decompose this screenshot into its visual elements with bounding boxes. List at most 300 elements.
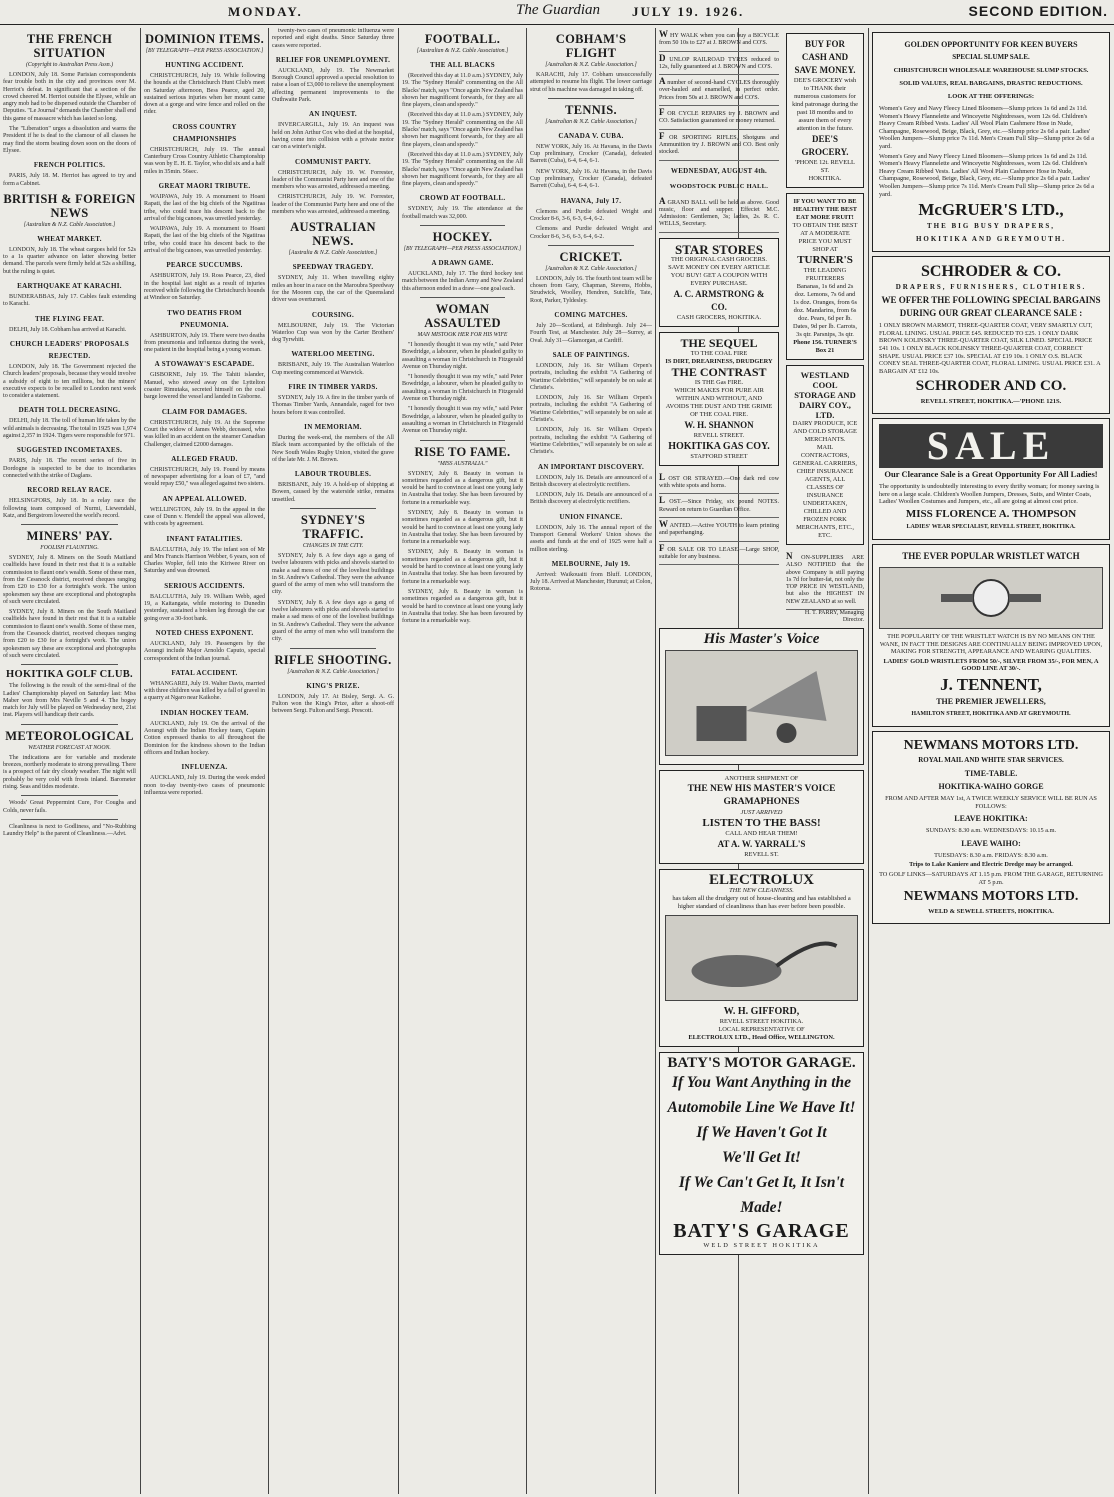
ad-heading: WEDNESDAY, AUGUST 4th.: [670, 166, 768, 175]
article-text: INVERCARGILL, July 19. An inquest was held on John Arthur Cox who died at the hospital, having come into collision with a private motor car on a winter's night.: [272, 122, 394, 151]
headline: RISE TO FAME.: [414, 444, 511, 459]
headline: HOCKEY.: [432, 230, 493, 245]
ad-list: 1 ONLY BROWN MARMOT, THREE-QUARTER COAT, VERY SMARTLY CUT, FLORAL LINING. USUAL PRICE £45. REDUCED TO £25. 1 ONLY DARK BROWN KOLINSKY THREE-QUARTER COAT, SILK LINED. SPECIAL PRICE £41 10s. 1 ONLY BLACK KOLINSKY THREE-QUARTER COAT, CORRECT SHAPE. USUAL PRICE £37 10s. SPECIAL AT £19 10s. 1 ONLY O.S. BLACK CONEY SEAL THREE-QUARTER COAT, FLORAL LINING. USUAL PRICE £31. A BARGAIN AT £12 10s.: [879, 322, 1101, 375]
ad-name: J. TENNENT,: [940, 675, 1042, 695]
article-text: (Received this day at 11.0 a.m.) SYDNEY, July 19. The "Sydney Herald" commenting on the All Blacks' match, says "Once again New Zealand has shown her magnificent forwards, for they are all fine players, clean and speedy.": [402, 112, 523, 148]
wristwatch-icon: [880, 568, 1102, 628]
gramophone-icon: [666, 651, 857, 755]
classifieds: [659, 28, 779, 565]
article-text: SYDNEY, July 8. Miners on the South Maitland coalfields have found in their rest that it is a suitable commission to flaunt one's wealth. Some of these men, from the Cessnock district, received cheques ranging from £20 to £30 for a fortnight's work. The union spokesmen say these are exceptional and photographs of such were circulated.: [3, 609, 136, 659]
article-text: LONDON, July 16. Details are announced of a British discovery at electrolytic rectifiers.: [530, 492, 652, 506]
article-text: LONDON, July 16. Sir William Orpen's portraits, including the exhibit "A Gathering of Wartime Celebrities," will separately be on sale at Christie's.: [530, 362, 652, 391]
headline: SALE OF PAINTINGS.: [552, 350, 630, 359]
column-rule: [140, 28, 141, 1494]
divider: [548, 245, 634, 246]
ad-address: WELD & SEWELL STREETS, HOKITIKA.: [928, 908, 1054, 916]
ad-title: WESTLAND COOL STORAGE AND DAIRY COY., LTD.: [794, 370, 856, 420]
ad-slogan: If We Can't Get It, It Isn't Made!: [678, 1173, 845, 1216]
ad-name: BATY'S GARAGE: [673, 1219, 850, 1242]
article-text: During the week-end, the members of the All Black team accompanied by the officials of the New South Wales Rugby Union, visited the grave of the late Mr. J. M. Brown.: [272, 434, 394, 463]
ad-address: CASH GROCERS, HOKITIKA.: [676, 313, 762, 321]
ad-text: DEE'S GROCERY wish to THANK their numerous customers for kind patronage during the past 18 months and to assure them of every attention in the future.: [792, 77, 858, 132]
headline: DEATH TOLL DECREASING.: [18, 406, 121, 415]
divider: [21, 795, 118, 796]
column-rule: [526, 28, 527, 1494]
ad-subtitle: CHRISTCHURCH WHOLESALE WAREHOUSE SLUMP STOCKS.: [893, 67, 1089, 74]
headline: CRICKET.: [559, 249, 623, 264]
article-text: AUCKLAND, July 19. Passengers by the Aorangi include Major Arnoldo Caputo, special correspondent of the Indian journal.: [144, 640, 265, 662]
article-text: Clemons and Purdie defeated Wright and Crocker 8-6, 3-6, 6-3, 6-4, 6-2.: [530, 226, 652, 240]
ad-text: MAIL CONTRACTORS, GENERAL CARRIERS, CHIEF INSURANCE AGENTS, ALL CLASSES OF INSURANCE UNDERTAKEN, CHILLED AND FROZEN FORK MERCHANTS, ETC., ETC.: [792, 444, 858, 539]
byline: [Australian & N.Z. Cable Association.]: [545, 265, 637, 272]
ad-text: FROM AND AFTER MAY 1st, A TWICE WEEKLY SERVICE WILL BE RUN AS FOLLOWS:: [885, 795, 1097, 810]
ad-heading: ANOTHER SHIPMENT OF: [724, 774, 799, 782]
divider: [21, 819, 118, 820]
subheadline: "MISS AUSTRALIA.": [437, 460, 488, 467]
advert-line: Cleanliness is next to Godliness, and "No-Rubbing Laundry Help" is the parent of Cleanliness.—Advt.: [3, 823, 136, 838]
ad-text: THE POPULARITY OF THE WRISTLET WATCH IS BY NO MEANS ON THE WANE, IN FACT THE DESIGNS ARE CONTINUALLY BEING IMPROVED UPON, MAKING FOR STRENGTH, APPEARANCE AND WEARING QUALITIES.: [879, 633, 1103, 656]
masthead-date: JULY 19. 1926.: [632, 4, 745, 19]
headline: HAVANA, July 17.: [560, 196, 622, 205]
article-text: LONDON, July 18. The Government rejected the Church leaders' proposals, because they would involve a subsidy of eight to ten millions, but the miners' executive expects to be recalled to London next week to consider a statement.: [3, 363, 136, 400]
batys-garage-ad: [659, 1052, 864, 1255]
ad-name: HOKITIKA GAS COY.: [668, 440, 770, 452]
ad-name: AT A. W. YARRALL'S: [717, 838, 806, 849]
column-rule: [868, 28, 869, 1494]
his-masters-voice-ad: [659, 628, 864, 765]
article-text: LONDON, July 16. The annual report of the Transport General Workers' Union shows the assets and funds at the end of 1925 were half a million sterling.: [530, 524, 652, 553]
ad-subtitle: THE NEW CLEANNESS.: [729, 886, 794, 894]
headline: RIFLE SHOOTING.: [274, 652, 392, 667]
ad-slogan: If We Haven't Got It: [696, 1123, 827, 1141]
ad-name: DEE'S GROCERY.: [801, 134, 849, 157]
headline: A DRAWN GAME.: [431, 259, 494, 268]
cash-grocery-ad: [786, 33, 864, 188]
ad-text: CALL AND HEAR THEM!: [725, 829, 798, 837]
article-text: "I honestly thought it was my wife," said Peter Bowdridge, a labourer, when he pleaded guilty to assaulting a woman in Christchurch in Fitzgerald Avenue on Thursday night.: [402, 374, 523, 403]
article-text: CHRISTCHURCH, July 19. W. Forrester, leader of the Communist Party here and one of the members who was arrested, addressed a meeting.: [272, 169, 394, 191]
article-text: CHRISTCHURCH, July 19. W. Forrester, leader of the Communist Party here and one of the members who was arrested, addressed a meeting.: [272, 194, 394, 216]
ad-name: McGRUER'S LTD.,: [918, 200, 1064, 220]
tennent-jeweller-ad: [872, 544, 1110, 727]
ad-text: TO GOLF LINKS—SATURDAYS AT 1.15 p.m. FROM THE GARAGE, RETURNING AT 5 p.m.: [879, 871, 1103, 886]
article-text: BALCLUTHA, July 19. The infant son of Mr and Mrs Francis Harrison Webber, 6 years, son of Charles Wopler, fell into the Kiriwee River on Saturday and was drowned.: [144, 546, 265, 575]
headline: INDIAN HOCKEY TEAM.: [160, 708, 249, 717]
ad-title: SALE: [879, 424, 1103, 468]
headline: CLAIM FOR DAMAGES.: [161, 407, 248, 416]
ad-text: Trips to Lake Kaniere and Electric Dredge may be arranged.: [909, 861, 1073, 869]
ad-list: Women's Grey and Navy Fleecy Lined Bloomers—Slump prices 1s 6d and 2s 11d. Women's Heavy Flannelette and Winceyette Nightdresses, worn 12s 6d. Children's Heavy Cream Ribbed Vests. Ladies' All Wool Plain Cashmere Hose in Nude, Champagne, Rosewood, Beige, Black, Grey, etc.—Slump price 2s 6d a pair. Ladies' Woollen Jumpers—Slump price 7s 11d. Men's Cream Full Slip—Slump price 2s 6d a yard.: [879, 152, 1094, 198]
headline: THE FRENCH SITUATION: [26, 32, 113, 60]
ad-text: has taken all the drudgery out of house-cleaning and has established a higher standard of cleanliness than has ever before been possible.: [672, 894, 851, 910]
article-text: CHRISTCHURCH, July 19. The annual Canterbury Cross Country Athletic Championship was won by E. H. E. Taylor, who did six and a half miles in 35min. 56sec.: [144, 146, 265, 175]
classified-ad: F OR CYCLE REPAIRS try J. BROWN and CO. Satisfaction guaranteed or money returned.: [659, 106, 779, 130]
ad-text: SAVE MONEY ON EVERY ARTICLE YOU BUY! GET A COUPON WITH EVERY PURCHASE.: [668, 263, 770, 287]
column-rule: [655, 28, 656, 1494]
headline: ALLEGED FRAUD.: [171, 454, 238, 463]
headline: FATAL ACCIDENT.: [171, 668, 238, 677]
article-text: NEW YORK, July 16. At Havana, in the Davis Cup preliminary, Crocker (Canada), defeated Barrett (Cuba), 6-4, 6-4, 6-1.: [530, 143, 652, 165]
ad-title: His Master's Voice: [703, 630, 820, 647]
headline: SERIOUS ACCIDENTS.: [164, 581, 245, 590]
ad-address: REVELL STREET, HOKITIKA.—'PHONE 121S.: [920, 398, 1062, 406]
column-6-adverts: [659, 28, 864, 1494]
headline: MINERS' PAY.: [26, 529, 113, 544]
article-text: BALCLUTHA, July 19. William Webb, aged 19, a Kaitangata, while motoring to Dunedin yesterday, sustained a broken leg through the car going over a 30-foot bank.: [144, 593, 265, 622]
column-rule: [268, 28, 269, 1494]
subheadline: FOOLISH FLAUNTING.: [40, 545, 99, 552]
ad-text: LADIES' GOLD WRISTLETS FROM 50/-, SILVER FROM 35/-, FOR MEN, A GOOD LINE AT 30/-.: [883, 657, 1099, 673]
article-text: SYDNEY, July 8. Miners on the South Maitland coalfields have found in their rest that it is a suitable commission to flaunt one's wealth. Some of these men, from the Cessnock district, received cheques ranging from £20 to £30 for a fortnight's work. The union spokesmen say these are exceptional and photographs of such were circulated.: [3, 555, 136, 605]
ad-title: GOLDEN OPPORTUNITY FOR KEEN BUYERS: [904, 40, 1078, 49]
headline: HOKITIKA GOLF CLUB.: [6, 669, 133, 681]
article-text: LONDON, July 18. The wheat cargoes held for 52s to a 1s quarter advance on latter showing better demand. The parcels were firmly held at 52s a shilling, but the ruling is quiet.: [3, 246, 136, 275]
byline: [BY TELEGRAPH—PER PRESS ASSOCIATION.]: [403, 246, 522, 253]
headline: CANADA V. CUBA.: [558, 131, 624, 140]
masthead-edition: SECOND EDITION.: [968, 3, 1108, 19]
classified-ad: A GRAND BALL will be held as above. Good music, floor and supper. Effeciet M.C. Admission: Gentlemen, 3s; ladies, 2s. R. C. WELLS, Secretary.: [659, 195, 779, 233]
ad-text: The opportunity is undoubtedly interesting to every thrifty woman; for money saving is here on a large scale. Children's Woollen Jumpers, Dresses, Suits, and Winter Coats, Ladies' Woollen Costumes and Jumpers, etc., all are going at almost cost price.: [879, 483, 1100, 506]
ad-title: THE EVER POPULAR WRISTLET WATCH: [902, 551, 1080, 562]
article-text: The "Liberation" urges a dissolution and warns the President if he is deaf to the clamour of all classes he may find the storm beating down soon on the doors of Elysee.: [3, 126, 136, 154]
gramophone-shipment-ad: [659, 770, 864, 864]
ad-name: TURNER'S: [797, 254, 853, 266]
ad-title: THE CONTRAST: [671, 364, 767, 379]
column-8-adverts: [872, 28, 1110, 1494]
watch-illustration: [879, 567, 1103, 629]
article-text: HELSINGFORS, July 18. In a relay race the following team composed of Nurmi, Liewendahl, Katz, and Bergstrom lowered the world's record.: [3, 498, 136, 519]
classified-ad: W ANTED.—Active YOUTH to learn printing and paperhanging.: [659, 518, 779, 542]
ad-slogan: We'll Get It!: [722, 1148, 801, 1166]
headline: TENNIS.: [565, 102, 617, 117]
article-text: WELLINGTON, July 19. In the appeal in the case of Dunn v. Hendell the appeal was allowed, with costs by agreement.: [144, 506, 265, 528]
ad-address: WELD STREET HOKITIKA: [703, 1241, 820, 1249]
masthead-paper-title: The Guardian: [516, 2, 601, 18]
schroder-ad: [872, 256, 1110, 414]
headline: BRITISH & FOREIGN NEWS: [3, 191, 136, 220]
headline: INFLUENZA.: [181, 763, 228, 772]
article-text: CHRISTCHURCH, July 19. At the Supreme Court the widow of James Webb, deceased, who was killed in an accident on the steamer Canadian Challenger, claimed £2000 damages.: [144, 419, 265, 448]
headline: GREAT MAORI TRIBUTE.: [158, 181, 251, 190]
column-rule: [398, 28, 399, 1494]
article-text: LONDON, July 17. At Bisley, Sergt. A. G. Fulton won the King's Prize, after a shoot-off between Sergt. Fulton and Sergt. Prescott.: [272, 693, 394, 715]
timetable-row: SUNDAYS: 8.30 a.m. WEDNESDAYS: 10.15 a.m.: [925, 827, 1057, 835]
ad-heading: Our Clearance Sale is a Great Opportunity For All Ladies!: [884, 469, 1098, 480]
ad-name: W. H. GIFFORD,: [723, 1005, 800, 1017]
divider: [548, 98, 634, 99]
headline: PEARCE SUCCUMBS.: [166, 261, 243, 270]
ad-title: THE NEW HIS MASTER'S VOICE GRAMAPHONES: [687, 783, 836, 807]
headline: COURSING.: [311, 310, 355, 319]
classified-ad: L OST.—Since Friday, six pound NOTES. Reward on return to Guardian Office.: [659, 494, 779, 518]
ad-price-list: Bananas, 1s 6d and 2s doz. Lemons, 7s 6d and 1s doz. Oranges, from 6s doz. Mandarins, from 6s doz. Pears, 6d per lb. Dates, 9d per lb. Carrots, 3s qtr. Parsnips, 3s qtr.: [792, 283, 858, 338]
ad-route: HOKITIKA-WAIHO GORGE: [938, 782, 1044, 792]
headline: AUSTRALIAN NEWS.: [290, 220, 376, 249]
ad-name: SCHRODER & CO.: [920, 263, 1061, 281]
divider: [420, 440, 505, 441]
headline: COMMUNIST PARTY.: [295, 157, 371, 166]
article-text: SYDNEY, July 8. A few days ago a gang of twelve labourers with picks and shovels started to make a sad mess of one of the loveliest buildings in St. Andrew's Cathedral. They were the advance guard of the army of men who will transform the city.: [272, 552, 394, 596]
article-text: "I honestly thought it was my wife," said Peter Bowdridge, a labourer, when he pleaded guilty to assaulting a woman in Christchurch in Fitzgerald Avenue on Thursday night.: [402, 341, 523, 370]
article-text: (Received this day at 11.0 a.m.) SYDNEY, July 19. The "Sydney Herald" commenting on the All Blacks' match, says "Once again New Zealand has shown her magnificent forwards, for they are all fine players, clean and speedy.": [402, 73, 523, 109]
article-text: WHANGAREI, July 19. Walter Davis, married with three children was killed by a fall of gravel in a quarry at Ngaro near Kaikohe.: [144, 680, 265, 702]
column-3: [272, 28, 394, 1494]
classified-ad: D UNLOP RAILROAD TYRES reduced to 12s, fully guaranteed at J. BROWN and CO'S.: [659, 52, 779, 76]
star-stores-ad: [659, 238, 779, 327]
article-text: SYDNEY, July 8. Beauty in woman is sometimes regarded as a dangerous gift, but it would be hard to convince at least one young lady in Australia that today. She has been favoured by fortune in a remarkable way.: [402, 470, 523, 506]
ad-address: HAMILTON STREET, HOKITIKA AND AT GREYMOUTH.: [911, 711, 1071, 718]
byline: [BY TELEGRAPH—PER PRESS ASSOCIATION.]: [145, 48, 264, 54]
article-text: MELBOURNE, July 19. The Victorian Waterloo Cup was won by the Carter Brothers' dog Tyrwhitt.: [272, 322, 394, 344]
clearance-sale-ad: [872, 418, 1110, 540]
headline: FOOTBALL.: [424, 32, 501, 46]
article-text: SYDNEY, July 8. Beauty in woman is sometimes regarded as a dangerous gift, but it would be hard to convince at least one young lady in Australia that today. She has been favoured by fortune in a remarkable way.: [402, 509, 523, 546]
article-text: SYDNEY, July 8. Beauty in woman is sometimes regarded as a dangerous gift, but it would be hard to convince at least one young lady in Australia that today. She has been favoured by fortune in a remarkable way.: [402, 588, 523, 625]
headline: SPEEDWAY TRAGEDY.: [292, 263, 374, 272]
ad-subheading: WOODSTOCK PUBLIC HALL.: [669, 182, 769, 190]
ad-address: LADIES' WEAR SPECIALIST, REVELL STREET, HOKITIKA.: [906, 524, 1076, 531]
ad-subtitle: DRAPERS, FURNISHERS, CLOTHIERS.: [895, 283, 1087, 292]
article-text: SYDNEY, July 19. A fire in the timber yards of Thomas Timber Yards, Annandale, raged for two hours before it was controlled.: [272, 395, 394, 416]
ad-title: ELECTROLUX: [708, 871, 815, 888]
subheadline: CHANGES IN THE CITY.: [302, 542, 364, 549]
article-text: WAIPAWA, July 19. A monument to Hoani Rapati, the last of the big chiefs of the Ngatiiraa tribe, who could trace his descent back to the arrival of the big canoes, was unveiled yesterday.: [144, 193, 265, 222]
article-text: PARIS, July 18. The recent series of five in Dordogne is suspected to be due to incendiaries connected with the strike of Daglans.: [3, 458, 136, 479]
article-text: BRISBANE, July 19. A hold-up of shipping at Bowen, caused by the waterside strike, remains unsettled.: [272, 482, 394, 503]
ad-name: W. H. SHANNON: [684, 419, 754, 430]
article-text: LONDON, July 16. Details are announced of a British discovery at electrolytic rectifiers.: [530, 474, 652, 488]
article-text: Arrived: Waikouaiti from Bluff. LONDON, July 18. Arrived at Manchester, Hurunui; at Colon, Rotorua.: [530, 571, 652, 593]
ad-title: THE SEQUEL: [680, 335, 758, 350]
headline: COMING MATCHES.: [554, 311, 628, 320]
classified-ad: A number of second-hand CYCLES thoroughly over-hauled and enamelled, in perfect order. Prices from 50s at J. BROWN and CO'S.: [659, 75, 779, 106]
byline: [Australian & N.Z. Cable Association.]: [287, 668, 379, 675]
headline: A STOWAWAY'S ESCAPADE.: [154, 360, 255, 369]
headline: MELBOURNE, July 19.: [551, 559, 631, 568]
ad-heading: IF YOU WANT TO BE HEALTHY THE BEST EAT MORE FRUIT!: [792, 198, 858, 221]
article-text: BUNDERABBAS, July 17. Cables fault extending to Karachi.: [3, 294, 136, 308]
ad-address: REVELL STREET.: [693, 431, 745, 439]
divider: [420, 225, 505, 226]
article-text: DELHI, July 18. The toll of human life taken by the wild animals is decreasing. The total in 1925 was 1,974 against 2,357 in 1924. Tigers were responsible for 971.: [3, 418, 136, 440]
ad-slogan: If You Want Anything in the: [671, 1073, 852, 1091]
ad-text: IS DIRT, DREARINESS, DRUDGERY: [665, 357, 773, 365]
ad-name: A. C. ARMSTRONG & CO.: [673, 288, 765, 312]
article-text: SYDNEY, July 8. A few days ago a gang of twelve labourers with picks and shovels started to make a sad mess of one of the loveliest buildings in St. Andrew's Cathedral. They were the advance guard of the army of men who will transform the city.: [272, 599, 394, 643]
masthead: [0, 0, 1114, 25]
headline: AN INQUEST.: [309, 110, 357, 119]
ad-title: STAR STORES: [674, 241, 764, 257]
ad-phone: Phone 156. TURNER'S Box 21: [793, 339, 857, 354]
article-text: AUCKLAND, July 17. The third hockey test match between the Indian Army and New Zealand this afternoon ended in a draw—one goal each.: [402, 271, 523, 292]
advert-line: Woods' Great Peppermint Cure, For Coughs and Colds, never fails.: [3, 800, 136, 814]
ad-text: DAIRY PRODUCE, ICE AND COLD STORAGE MERCHANTS.: [792, 420, 858, 443]
ad-subtitle: THE PREMIER JEWELLERS,: [936, 697, 1046, 707]
headline: EARTHQUAKE AT KARACHI.: [17, 282, 122, 291]
article-text: AUCKLAND, July 19. During the week ended noon to-day twenty-two cases of pneumonic influenza were reported.: [144, 775, 265, 796]
ad-address: STAFFORD STREET: [690, 452, 748, 460]
article-text: CHRISTCHURCH, July 19. While following the hounds at the Christchurch Hunt Club's meet on Saturday afternoon, Bess Pearce, aged 20, sustained serious injuries when her mount came down at a gorge and wire fence and rolled on the rider.: [144, 73, 265, 116]
classified-ad: N ON-SUPPLIERS ARE ALSO NOTIFIED that the above Company is still paying 1s 7d for butter-fat, not only the TOP PRICE IN WESTLAND, but also the HIGHEST IN NEW ZEALAND at so well.: [786, 550, 864, 610]
ad-name: MISS FLORENCE A. THOMPSON: [905, 508, 1077, 521]
headline: WHEAT MARKET.: [37, 234, 102, 243]
ad-subtitle: IS THE Gas FIRE.: [694, 378, 744, 386]
ad-address: REVELL ST.: [744, 850, 779, 858]
headline: FRENCH POLITICS.: [33, 161, 106, 170]
gas-ad: [659, 332, 779, 466]
article-text: AUCKLAND, July 19. The Newmarket Borough Council approved a special resolution to raise a loan of £3,000 to relieve the unemployment affecting permanent improvements to the Outhwaite Park.: [272, 67, 394, 104]
gramophone-illustration: [665, 650, 858, 756]
headline: INFANT FATALITIES.: [166, 534, 243, 543]
article-text: ASHBURTON, July 19. There were two deaths from pneumonia and influenza during the week, one patient in the hospital being a young woman.: [144, 332, 265, 354]
article-text: "I honestly thought it was my wife," said Peter Bowdridge, a labourer, when he pleaded guilty to assaulting a woman in Christchurch in Fitzgerald Avenue on Thursday night.: [402, 406, 523, 435]
headline: WOMAN ASSAULTED: [424, 301, 501, 330]
headline: RECORD RELAY RACE.: [27, 486, 112, 495]
article-text: July 20—Scotland, at Edinburgh. July 24—Fourth Test, at Manchester. July 28—Surrey, at Oval. July 31—Glamorgan, at Cardiff.: [530, 323, 652, 344]
headline: RELIEF FOR UNEMPLOYMENT.: [275, 55, 391, 64]
headline: WATERLOO MEETING.: [291, 350, 375, 359]
ad-slogan: Automobile Line We Have It!: [667, 1098, 856, 1116]
headline: UNION FINANCE.: [559, 512, 623, 521]
headline: NOTED CHESS EXPONENT.: [155, 628, 254, 637]
vacuum-illustration: [665, 915, 858, 1001]
ad-name: SCHRODER AND CO.: [915, 378, 1067, 395]
ad-list: Women's Grey and Navy Fleecy Lined Bloomers—Slump prices 1s 6d and 2s 11d. Women's Heavy Flannelette and Winceyette Nightdresses, worn 12s 6d. Children's Heavy Cream Ribbed Vests. Ladies' All Wool Plain Cashmere Hose in Nude, Champagne, Rosewood, Beige, Black, Grey, etc.—Slump price 2s 6d a pair. Ladies' Woollen Jumpers—Slump price 7s 11d. Men's Cream Full Slip—Slump price 2s 6d a yard.: [879, 105, 1094, 150]
ad-subtitle: THE LEADING FRUITERERS: [803, 267, 847, 282]
headline: TWO DEATHS FROM PNEUMONIA.: [167, 308, 242, 329]
article-text: ASHBURTON, July 19. Ross Pearce, 23, died in the hospital last night as a result of injuries received while following the Christchurch hounds at Windsor on Saturday.: [144, 273, 265, 302]
ad-text: TO OBTAIN THE BEST AT A MODERATE PRICE YOU MUST SHOP AT: [792, 222, 858, 253]
divider: [420, 297, 505, 298]
divider: [21, 724, 118, 725]
ad-text: LOCAL REPRESENTATIVE OF: [718, 1025, 805, 1033]
article-text: PARIS, July 18. M. Herriot has agreed to try and form a Cabinet.: [3, 173, 136, 187]
headline: LABOUR TROUBLES.: [294, 470, 372, 479]
article-text: twenty-two cases of pneumonic influenza were reported and eight deaths. Since Saturday three cases were reported.: [272, 28, 394, 49]
headline: AN IMPORTANT DISCOVERY.: [537, 462, 645, 471]
vacuum-cleaner-icon: [666, 916, 857, 1000]
byline: [Australian & N.Z. Cable Association.]: [545, 62, 637, 68]
headline: COBHAM'S FLIGHT: [555, 32, 627, 60]
article-text: Clemons and Purdie defeated Wright and Crocker 8-6, 3-6, 6-3, 6-4, 6-2.: [530, 208, 652, 222]
classified-ad: L OST OR STRAYED.—One dark red cow with white spots and horns.: [659, 471, 779, 495]
article-text: BRISBANE, July 19. The Australian Waterloo Cup meeting commenced at Warwick.: [272, 362, 394, 376]
article-text: CHRISTCHURCH, July 19. Found by means of newspaper advertising for a loan of £7, "and would repay £50," was alleged against two sisters.: [144, 466, 265, 488]
ad-subtitle: THE BIG BUSY DRAPERS,: [926, 222, 1056, 231]
ad-subtitle: LOOK AT THE OFFERINGS:: [947, 93, 1035, 100]
ad-address: HOKITIKA.: [808, 175, 842, 182]
timetable-heading: LEAVE WAIHO:: [961, 838, 1021, 848]
article-text: AUCKLAND, July 19. On the arrival of the Aorangi with the Indian Hockey team, Captain Cotton expressed thanks to all throughout the Dominion for the kindness shown to the Indian officers and Indian hockey.: [144, 720, 265, 756]
divider: [290, 508, 376, 509]
ad-name: NEWMANS MOTORS LTD.: [903, 889, 1079, 905]
article-text: KARACHI, July 17. Cobham unsuccessfully attempted to resume his flight. The lower carriage strut of his machine was damaged in taking off.: [530, 72, 652, 93]
headline: CROSS COUNTRY CHAMPIONSHIPS: [172, 122, 237, 143]
article-text: The indications are for variable and moderate breezes, northerly moderate to strong prevailing. There is a prospect of fair dry cloudy weather. The night will probably be very cold with frosts inland. Barometer rising. Seas and tides moderate.: [3, 754, 136, 790]
ad-name: NEWMANS MOTORS LTD.: [903, 738, 1079, 754]
article-text: LONDON, July 16. Sir William Orpen's portraits, including the exhibit "A Gathering of Wartime Celebrities," will separately be on sale at Christie's.: [530, 395, 652, 424]
divider: [290, 648, 376, 649]
ad-subtitle: ROYAL MAIL AND WHITE STAR SERVICES.: [918, 756, 1064, 765]
ad-subtitle: JUST ARRIVED: [740, 808, 783, 816]
article-text: LONDON, July 18. Some Parisian correspondents fear trouble both in the city and provinces over M. Herriot's defeat. In significant that a section of the crowd cheered M. Herriot outside the Elysee, while an angry mob had to be dispersed outside the Chamber of Deputies. "Le Journal" demands the Chamber shall end this game of massacre which has lasted so long.: [3, 72, 136, 122]
mcgruers-ad: [872, 32, 1110, 252]
ad-title: BUY FOR CASH AND SAVE MONEY.: [794, 39, 856, 75]
classified-ad: F OR SPORTING RIFLES, Shotguns and Ammunition try J. BROWN and CO. Best only stocked.: [659, 130, 779, 161]
headline: FIRE IN TIMBER YARDS.: [288, 383, 378, 392]
headline: DOMINION ITEMS.: [144, 32, 265, 46]
article-text: SYDNEY, July 8. Beauty in woman is sometimes regarded as a dangerous gift, but it would be hard to convince at least one young lady in Australia that today. She has been favoured by fortune in a remarkable way.: [402, 549, 523, 585]
electrolux-ad: [659, 869, 864, 1047]
ad-phone: 'PHONE 12t. REVELL ST.: [795, 159, 855, 174]
byline: [Australian & N.Z. Cable Association.]: [416, 48, 509, 54]
divider: [21, 664, 118, 665]
article-text: DELHI, July 18. Cobham has arrived at Karachi.: [9, 326, 127, 333]
ad-subtitle: TO THE COAL FIRE: [690, 349, 748, 357]
headline: HUNTING ACCIDENT.: [165, 61, 244, 69]
byline: (Copyright to Australian Press Assn.): [25, 62, 113, 68]
ad-heading: WE OFFER THE FOLLOWING SPECIAL BARGAINS DURING OUR GREAT CLEARANCE SALE :: [881, 295, 1101, 319]
column-5: [530, 28, 652, 1494]
newmans-motors-ad: [872, 731, 1110, 924]
headline: SUGGESTED INCOMETAXES.: [16, 446, 123, 455]
headline: AN APPEAL ALLOWED.: [162, 494, 247, 503]
turners-ad: [786, 193, 864, 360]
ad-text: ELECTROLUX LTD., Head Office, WELLINGTON.: [688, 1033, 835, 1041]
masthead-day: MONDAY.: [228, 4, 303, 19]
headline: THE FLYING FEAT.: [34, 314, 105, 323]
byline: [Australian & N.Z. Cable Association.]: [545, 118, 637, 125]
ad-address: REVELL STREET HOKITIKA.: [719, 1017, 804, 1025]
article-text: WAIPAWA, July 19. A monument to Hoani Rapati, the last of the big chiefs of the Ngatiiraa tribe, who could trace his descent back to the arrival of the big canoes, was unveiled yesterday.: [144, 226, 265, 255]
divider: [21, 524, 118, 525]
article-text: SYDNEY, July 11. When travelling eighty miles an hour in a race on the Maroubra Speedway for the Mooren cup, the car of the Queensland driver was overturned.: [272, 275, 394, 304]
side-column: [786, 28, 864, 625]
ad-subtitle: SOLID VALUES, REAL BARGAINS, DRASTIC REDUCTIONS.: [899, 80, 1083, 87]
ad-subtitle: SPECIAL SLUMP SALE.: [952, 53, 1030, 61]
headline: SYDNEY'S TRAFFIC.: [300, 512, 366, 541]
classified-ad: W HY WALK when you can buy a BICYCLE from 50 10s to £27 at J. BROWN and CO'S.: [659, 28, 779, 52]
headline: IN MEMORIAM.: [304, 422, 362, 431]
ad-text: WHICH MAKES FOR PURE AIR WITHIN AND WITHOUT, AND AVOIDS THE DUST AND THE GRIME OF THE COAL FIRE.: [665, 386, 773, 418]
ad-signature: H. T. PARRY, Managing Director.: [804, 610, 864, 624]
article-text: LONDON, July 16. The fourth test team will be chosen from Gary, Chapman, Stevens, Hobbs, Strudwick, Woolley, Hendren, Sutcliffe, Tate, Root, Parker, Tyldesley.: [530, 275, 652, 304]
ad-address: HOKITIKA AND GREYMOUTH.: [915, 235, 1067, 244]
westland-storage-ad: [786, 365, 864, 545]
article-text: LONDON, July 16. Sir William Orpen's portraits, including the exhibit "A Gathering of Wartime Celebrities," will separately be on sale at Christie's.: [530, 427, 652, 456]
subheadline: WEATHER FORECAST AT NOON.: [28, 744, 111, 751]
headline: CHURCH LEADERS' PROPOSALS REJECTED.: [9, 339, 130, 360]
column-1: [3, 28, 136, 1494]
ad-heading: TIME-TABLE.: [964, 769, 1018, 779]
article-text: (Received this day at 11.0 a.m.) SYDNEY, July 19. The "Sydney Herald" commenting on the All Blacks' match, says "Once again New Zealand has shown her magnificent forwards, for they are all fine players, clean and speedy.": [402, 151, 523, 188]
byline: [Australian & N.Z. Cable Association.]: [23, 221, 116, 228]
subheadline: MAN MISTOOK HER FOR HIS WIFE: [417, 331, 508, 338]
article-text: NEW YORK, July 16. At Havana, in the Davis Cup preliminary, Crocker (Canada), defeated Barrett (Cuba), 6-4, 6-4, 6-1.: [530, 168, 652, 190]
column-2: [144, 28, 265, 1494]
timetable-row: TUESDAYS: 8.30 a.m. FRIDAYS: 8.30 a.m.: [934, 851, 1048, 859]
column-4: [402, 28, 523, 1494]
ad-slogan: LISTEN TO THE BASS!: [702, 816, 821, 829]
timetable-heading: LEAVE HOKITIKA:: [954, 814, 1028, 824]
headline: KING'S PRIZE.: [306, 681, 360, 690]
article-text: GISBORNE, July 19. The Tahiti islander, Manuel, who stowed away on the Lyttelton coaster Rimutaka, secreted himself on the coal barge lowered the vessel and landed in Gisborne.: [144, 372, 265, 401]
headline: METEOROLOGICAL: [5, 728, 134, 743]
headline: THE ALL BLACKS: [430, 61, 495, 69]
ad-subtitle: THE ORIGINAL CASH GROCERS.: [671, 255, 767, 263]
article-text: SYDNEY, July 19. The attendance at the football match was 32,000.: [402, 206, 523, 220]
headline: CROWD AT FOOTBALL.: [419, 194, 506, 203]
